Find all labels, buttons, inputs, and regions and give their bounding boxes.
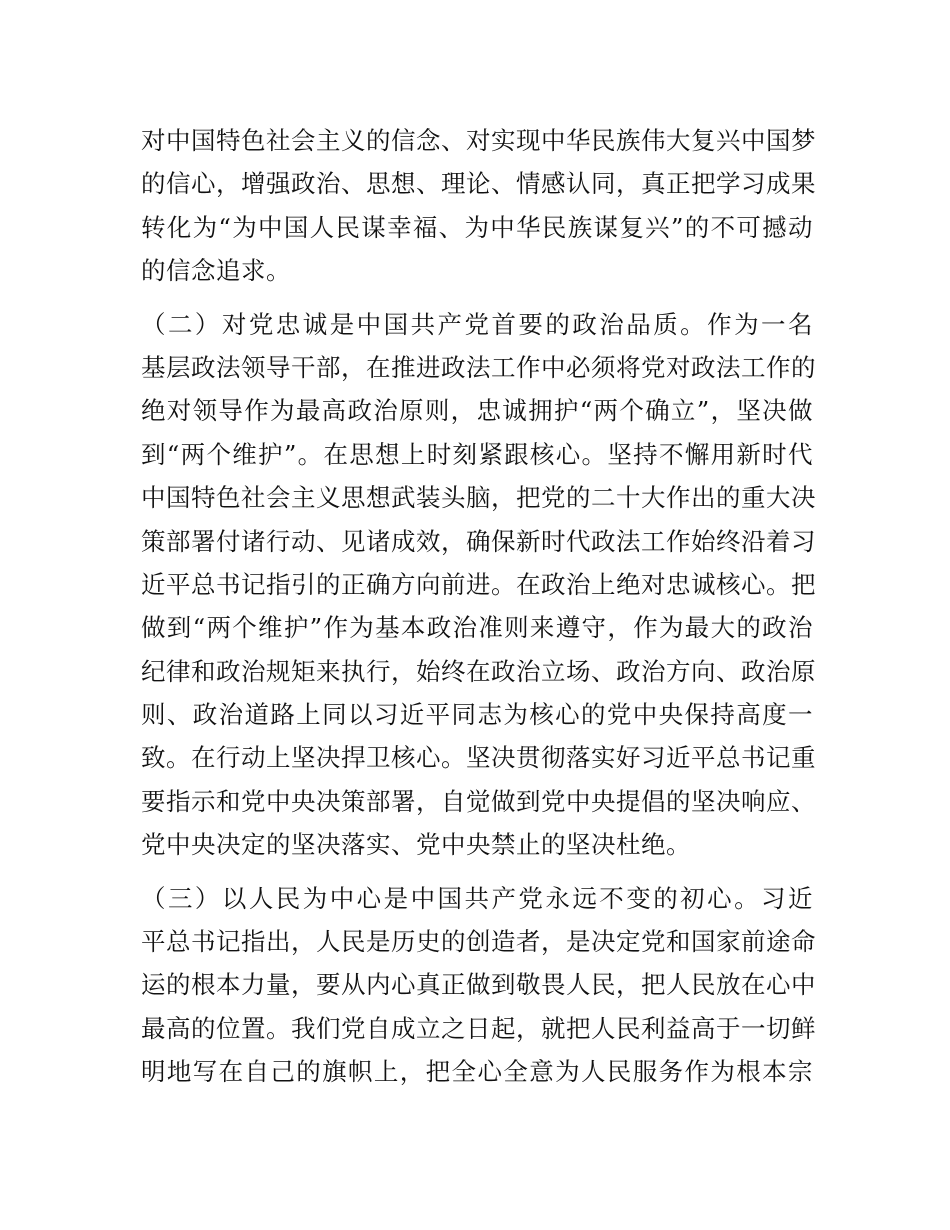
text-line: 要指示和党中央决策部署，自觉做到党中央提倡的坚决响应、 bbox=[141, 786, 816, 816]
document-body bbox=[141, 119, 816, 1094]
text-line: 策部署付诸行动、见诸成效，确保新时代政法工作始终沿着习 bbox=[141, 526, 816, 556]
text-line: 平总书记指出，人民是历史的创造者，是决定党和国家前途命 bbox=[141, 927, 816, 957]
paragraph-1 bbox=[141, 119, 816, 293]
text-line: 基层政法领导干部，在推进政法工作中必须将党对政法工作的 bbox=[141, 352, 816, 382]
paragraph-gap bbox=[141, 867, 813, 877]
text-line: 党中央决定的坚决落实、党中央禁止的坚决杜绝。 bbox=[141, 830, 691, 860]
paragraph-3 bbox=[141, 877, 816, 1094]
text-line: 的信念追求。 bbox=[141, 256, 291, 286]
text-line: 对中国特色社会主义的信念、对实现中华民族伟大复兴中国梦 bbox=[141, 126, 816, 155]
text-line: 运的根本力量，要从内心真正做到敬畏人民，把人民放在心中 bbox=[141, 970, 816, 1000]
text-line: 明地写在自己的旗帜上，把全心全意为人民服务作为根本宗 bbox=[141, 1057, 813, 1087]
text-line: 中国特色社会主义思想武装头脑，把党的二十大作出的重大决 bbox=[141, 483, 816, 513]
paragraph-2 bbox=[141, 303, 816, 867]
text-line: 做到“两个维护”作为基本政治准则来遵守，作为最大的政治 bbox=[141, 613, 813, 643]
text-line: 近平总书记指引的正确方向前进。在政治上绝对忠诚核心。把 bbox=[141, 569, 816, 599]
text-line: 绝对领导作为最高政治原则，忠诚拥护“两个确立”，坚决做 bbox=[141, 396, 813, 426]
text-line: 的信心，增强政治、思想、理论、情感认同，真正把学习成果 bbox=[141, 169, 816, 199]
text-line: 转化为“为中国人民谋幸福、为中华民族谋复兴”的不可撼动 bbox=[141, 212, 813, 242]
text-line: 致。在行动上坚决捍卫核心。坚决贯彻落实好习近平总书记重 bbox=[141, 743, 816, 773]
text-line: 最高的位置。我们党自成立之日起，就把人民利益高于一切鲜 bbox=[141, 1013, 816, 1043]
text-line: （二）对党忠诚是中国共产党首要的政治品质。作为一名 bbox=[141, 309, 813, 339]
paragraph-gap bbox=[141, 293, 813, 303]
text-line: 纪律和政治规矩来执行，始终在政治立场、政治方向、政治原 bbox=[141, 656, 816, 686]
text-line: 则、政治道路上同以习近平同志为核心的党中央保持高度一 bbox=[141, 700, 813, 730]
text-line: （三）以人民为中心是中国共产党永远不变的初心。习近 bbox=[141, 883, 813, 913]
text-line: 到“两个维护”。在思想上时刻紧跟核心。坚持不懈用新时代 bbox=[141, 439, 813, 469]
